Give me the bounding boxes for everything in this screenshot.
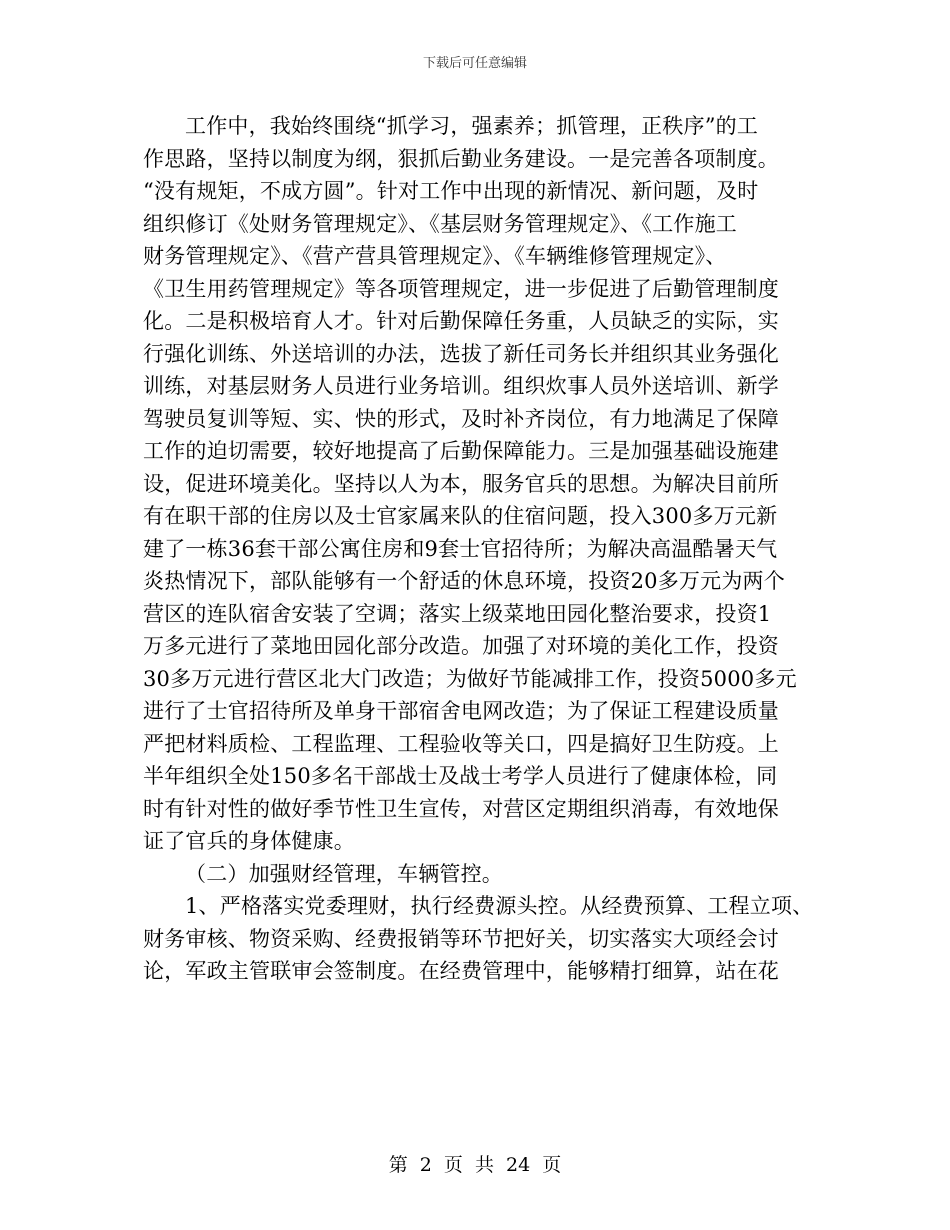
text-line: 万多元进行了菜地田园化部分改造。加强了对环境的美化工作，投资 <box>143 634 779 658</box>
text-line: 行强化训练、外送培训的办法，选拔了新任司务长并组织其业务强化 <box>143 341 779 366</box>
text-line: 化。二是积极培育人才。针对后勤保障任务重，人员缺乏的实际，实 <box>143 309 779 333</box>
page-header: 下载后可任意编辑 <box>422 56 527 71</box>
text-line: 有在职干部的住房以及士官家属来队的住宿问题，投入300多万元新 <box>143 504 778 528</box>
text-line: 营区的连队宿舍安装了空调；落实上级菜地田园化整治要求，投资1 <box>143 601 772 626</box>
text-line: 设，促进环境美化。坚持以人为本，服务官兵的思想。为解决目前所 <box>143 471 779 496</box>
text-line: 时有针对性的做好季节性卫生宣传，对营区定期组织消毒，有效地保 <box>143 796 779 821</box>
text-line: 论，军政主管联审会签制度。在经费管理中，能够精打细算，站在花 <box>143 959 779 983</box>
text-line: 证了官兵的身体健康。 <box>143 829 355 853</box>
text-line: 1、严格落实党委理财，执行经费源头控。从经费预算、工程立项、 <box>185 894 814 918</box>
text-line: 驾驶员复训等短、实、快的形式，及时补齐岗位，有力地满足了保障 <box>143 406 779 431</box>
section-heading: （二）加强财经管理，车辆管控。 <box>185 861 503 886</box>
body-text <box>143 110 843 988</box>
page-footer: 第 2 页 共 24 页 <box>388 1154 562 1176</box>
text-line: 《卫生用药管理规定》等各项管理规定，进一步促进了后勤管理制度 <box>143 276 779 301</box>
text-line: 严把材料质检、工程监理、工程验收等关口，四是搞好卫生防疫。上 <box>143 731 779 756</box>
text-line: 30多万元进行营区北大门改造；为做好节能减排工作，投资5000多元 <box>143 666 797 691</box>
text-line: 半年组织全处150多名干部战士及战士考学人员进行了健康体检，同 <box>143 764 778 788</box>
text-line: 财务审核、物资采购、经费报销等环节把好关，切实落实大项经会讨 <box>143 926 779 951</box>
text-line: 炎热情况下，部队能够有一个舒适的休息环境，投资20多万元为两个 <box>143 569 785 593</box>
text-line: 建了一栋36套干部公寓住房和9套士官招待所；为解决高温酷暑天气 <box>143 536 778 561</box>
text-line: 作思路，坚持以制度为纲，狠抓后勤业务建设。一是完善各项制度。 <box>143 146 779 171</box>
text-line: 工作的迫切需要，较好地提高了后勤保障能力。三是加强基础设施建 <box>143 439 779 463</box>
text-line: 财务管理规定》、《营产营具管理规定》、《车辆维修管理规定》、 <box>143 244 727 268</box>
text-line: 进行了士官招待所及单身干部宿舍电网改造；为了保证工程建设质量 <box>143 699 779 723</box>
text-line: 训练，对基层财务人员进行业务培训。组织炊事人员外送培训、新学 <box>143 374 779 398</box>
text-line: “没有规矩，不成方圆”。针对工作中出现的新情况、新问题，及时 <box>143 179 759 203</box>
text-line: 工作中，我始终围绕“抓学习，强素养；抓管理，正秩序”的工 <box>185 114 759 138</box>
text-line: 组织修订《处财务管理规定》、《基层财务管理规定》、《工作施工 <box>143 211 737 236</box>
